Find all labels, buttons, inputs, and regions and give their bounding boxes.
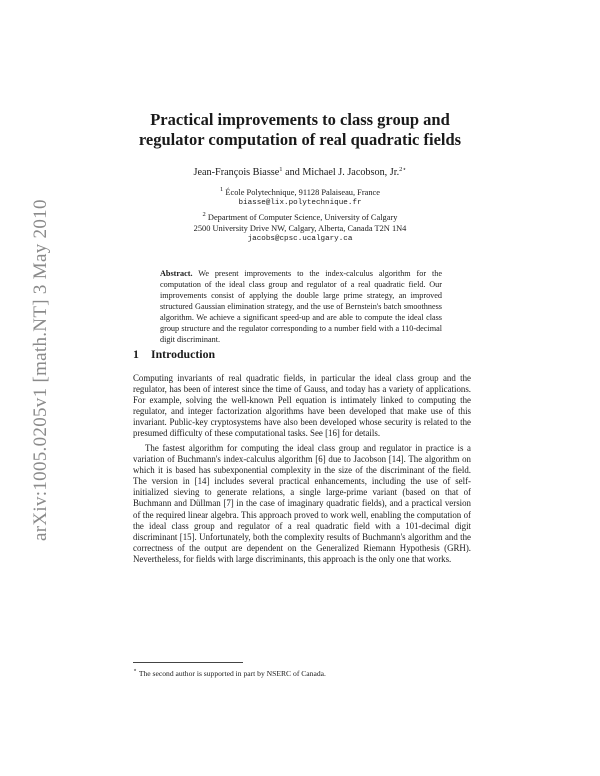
title-line-2: regulator computation of real quadratic fields [138,130,462,149]
title-line-1: Practical improvements to class group and [150,110,450,129]
affiliation-1-text: École Polytechnique, 91128 Palaiseau, France [225,188,380,197]
affiliations [100,184,500,245]
paragraph-2: The fastest algorithm for computing the ideal class group and regulator in practice is a variation of Buchmann's index-calculus algorithm [6] due to Jacobson [14]. The algorithm on which it is based has subexponential complexity in the size of the discriminant of the field. The version in [14] includes several practical enhancements, including the use of self-initialized sieving to generate relations, a single large-prime variant (based on that of Buchmann and Düllman [7] in the case of imaginary quadratic fields), and a practical version of the required linear algebra. This approach proved to work well, enabling the computation of the ideal class group and regulator of a real quadratic field with a 101-decimal digit discriminant [15]. Unfortunately, both the complexity results of Buchmann's algorithm and the correctness of the output are dependent on the Generalized Riemann Hypothesis (GRH). Nevertheless, for fields with large discriminants, this approach is the only one that works. [133,443,471,564]
affiliation-2-email[interactable]: jacobs@cpsc.ucalgary.ca [247,235,353,243]
footnote [133,666,471,678]
section-heading [133,347,215,362]
section-number: 1 [133,347,139,361]
footnote-divider [133,662,243,663]
paper-title [100,110,500,150]
author-separator: and [282,167,303,178]
paragraph-1: Computing invariants of real quadratic fields, in particular the ideal class group and the regulator, has been of interest since the time of Gauss, and today has a variety of applications. For example, solving the well-known Pell equation is intimately linked to computing the regulator, and integer factorization algorithms have been developed that make use of this invariant. Public-key cryptosystems have also been developed whose security is related to the presumed difficulty of these computational tasks. See [16] for details. [133,373,471,439]
author-1: Jean-François Biasse [193,167,280,178]
affiliation-2-mark: 2 [202,211,206,218]
affiliation-2 [100,209,500,223]
abstract [160,268,442,345]
affiliation-2-text: Department of Computer Science, University of Calgary [207,213,398,222]
abstract-label: Abstract. [160,269,193,278]
abstract-text: We present improvements to the index-calculus algorithm for the computation of the ideal class group and regulator of a real quadratic field. Our improvements consist of applying the double large prime strategy, an improved structured Gaussian elimination strategy, and the use of Bernstein's batch smoothness algorithm. We achieve a significant speed-up and are able to compute the ideal class group structure and the regulator corresponding to a number field with a 110-decimal digit discriminant. [160,269,442,344]
section-title: Introduction [151,347,216,361]
footnote-text: The second author is supported in part by NSERC of Canada. [138,669,326,678]
affiliation-1 [100,184,500,198]
affiliation-1-email[interactable]: biasse@lix.polytechnique.fr [238,199,362,207]
footnote-mark: ⋆ [133,667,138,674]
author-2-mark: 2⋆ [399,166,407,173]
arxiv-stamp[interactable]: arXiv:1005.0205v1 [math.NT] 3 May 2010 [30,199,51,541]
author-2: Michael J. Jacobson, Jr. [302,167,400,178]
affiliation-2-address: 2500 University Drive NW, Calgary, Alberta, Canada T2N 1N4 [193,224,407,233]
author-1-mark: 1 [279,166,283,173]
authors-line [100,165,500,178]
affiliation-1-mark: 1 [220,186,224,193]
